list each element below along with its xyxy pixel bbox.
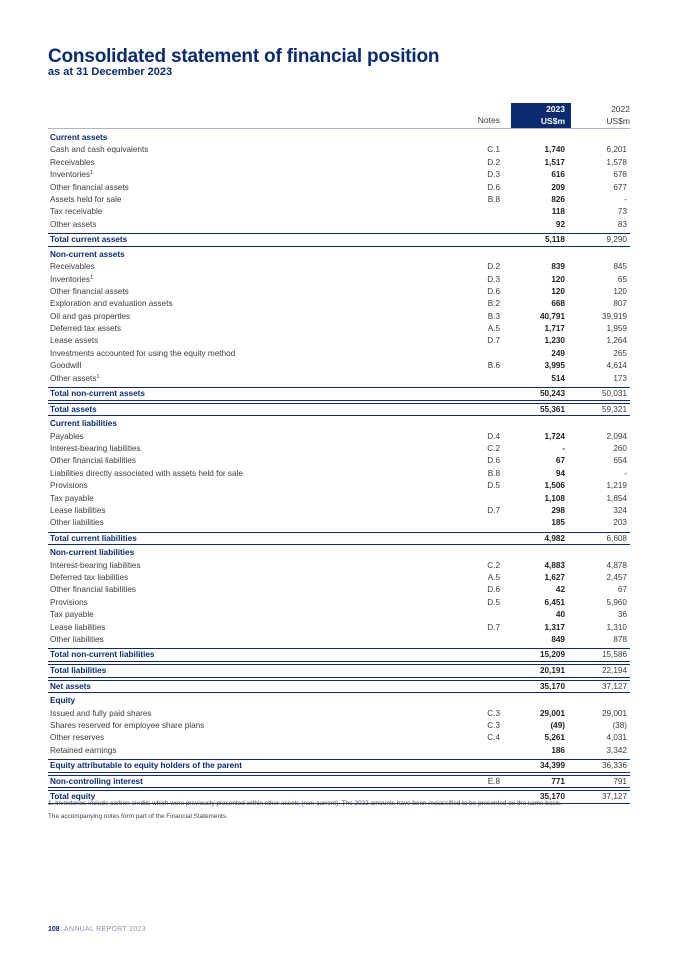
- table-row: [48, 455, 630, 467]
- value-2022: 4,614: [606, 361, 627, 371]
- value-2022: 36,336: [601, 761, 627, 771]
- page-title: Consolidated statement of financial position: [48, 46, 440, 67]
- row-label: [50, 431, 84, 443]
- value-2023: 1,740: [544, 145, 565, 155]
- note-reference: C.2: [487, 443, 500, 453]
- row-label-text: Tax receivable: [50, 207, 103, 217]
- row-label-text: Equity: [50, 696, 76, 706]
- row-label-text: Total equity: [50, 792, 96, 802]
- value-2022: 67: [617, 585, 627, 595]
- row-label: [50, 274, 93, 286]
- row-label: [50, 219, 96, 231]
- note-reference: B.6: [487, 361, 500, 371]
- value-2022: 678: [613, 170, 627, 180]
- row-label: [50, 745, 116, 757]
- value-2022: 260: [613, 443, 627, 453]
- value-2023: 826: [551, 194, 565, 204]
- table-row: [48, 480, 630, 492]
- row-label: [50, 311, 130, 323]
- value-2023: 120: [551, 286, 565, 296]
- note-reference: C.2: [487, 560, 500, 570]
- value-2023: 92: [555, 219, 565, 229]
- section-heading: [50, 418, 117, 430]
- table-row: [48, 443, 630, 455]
- row-label-text: Total non-current liabilities: [50, 650, 155, 660]
- value-2023: 50,243: [539, 389, 565, 399]
- value-2022: 59,321: [601, 404, 627, 414]
- row-label: [50, 388, 145, 401]
- row-label: [50, 505, 106, 517]
- value-2022: 9,290: [606, 235, 627, 245]
- value-2022: 29,001: [601, 708, 627, 718]
- row-label: [50, 634, 104, 646]
- note-reference: D.5: [487, 597, 500, 607]
- note-reference: D.6: [487, 585, 500, 595]
- value-2022: 173: [613, 373, 627, 383]
- row-label: [50, 708, 152, 720]
- row-label: [50, 493, 94, 505]
- row-label-text: Other assets: [50, 373, 97, 383]
- row-label: [50, 584, 136, 596]
- table-row: [48, 505, 630, 517]
- section-heading: [50, 249, 125, 261]
- value-2022: 1,310: [606, 622, 627, 632]
- value-2023: 20,191: [539, 666, 565, 676]
- note-reference: B.2: [487, 299, 500, 309]
- table-row: [48, 323, 630, 335]
- value-2023: 616: [551, 170, 565, 180]
- value-2023: 1,627: [544, 573, 565, 583]
- table-row: [48, 219, 630, 231]
- row-label-text: Provisions: [50, 597, 88, 607]
- row-label: [50, 373, 99, 385]
- value-2023: 298: [551, 505, 565, 515]
- row-label: [50, 182, 129, 194]
- value-2023: 1,108: [544, 493, 565, 503]
- row-label: [50, 597, 88, 609]
- value-2022: 1,219: [606, 481, 627, 491]
- row-label-text: Total current liabilities: [50, 533, 137, 543]
- value-2022: 22,194: [601, 666, 627, 676]
- footnote: 1. Inventories include carbon credits which were previously presented within other assets (non-current). The 2022 amounts have been reclassified to be presented on the same basis.: [48, 800, 562, 807]
- value-2023: (49): [550, 721, 565, 730]
- note-reference: D.7: [487, 505, 500, 515]
- table-row: [48, 732, 630, 744]
- value-2023: 1,506: [544, 481, 565, 491]
- table-row: [48, 584, 630, 596]
- note-reference: D.3: [487, 170, 500, 180]
- note-reference: D.7: [487, 622, 500, 632]
- row-label: [50, 335, 98, 347]
- accompanying-notes-statement: The accompanying notes form part of the Financial Statements.: [48, 813, 228, 820]
- row-label: [50, 443, 141, 455]
- table-row: [48, 572, 630, 584]
- total-row: [48, 648, 630, 662]
- value-2022: 6,201: [606, 145, 627, 155]
- table-row: [48, 144, 630, 156]
- note-reference: D.2: [487, 262, 500, 272]
- row-label: [50, 517, 104, 529]
- total-row: [48, 664, 630, 678]
- value-2023: 839: [551, 262, 565, 272]
- value-2023: 55,361: [539, 404, 565, 414]
- value-2022: 1,959: [606, 324, 627, 334]
- row-label-text: Other financial liabilities: [50, 585, 137, 595]
- table-row: [48, 311, 630, 323]
- prior-year-unit: US$m: [606, 115, 630, 126]
- table-row: [48, 634, 630, 646]
- row-label: [50, 206, 102, 218]
- table-row: [48, 745, 630, 757]
- value-2022: (38): [612, 721, 627, 730]
- value-2022: 654: [613, 456, 627, 466]
- table-row: [48, 493, 630, 505]
- table-row: [48, 622, 630, 634]
- current-year-unit: US$m: [540, 115, 565, 126]
- value-2022: 1,578: [606, 157, 627, 167]
- row-label: [50, 480, 88, 492]
- row-label: [50, 323, 121, 335]
- row-label: [50, 720, 204, 732]
- note-reference: B.8: [487, 468, 500, 478]
- header-rule: [48, 128, 630, 129]
- value-2023: 1,317: [544, 622, 565, 632]
- row-label: [50, 760, 242, 773]
- row-label-text: Payables: [50, 431, 84, 441]
- table-row: [48, 720, 630, 732]
- row-label: [50, 681, 91, 694]
- value-2023: 249: [551, 348, 565, 358]
- row-label-text: Issued and fully paid shares: [50, 708, 152, 718]
- row-label-text: Provisions: [50, 481, 88, 491]
- row-label-text: Non-controlling interest: [50, 776, 143, 786]
- page-number: 108: [48, 926, 60, 933]
- value-2023: 34,399: [539, 761, 565, 771]
- page-subtitle: as at 31 December 2023: [48, 66, 173, 78]
- table-row: [48, 182, 630, 194]
- row-label: [50, 776, 143, 789]
- note-reference: C.3: [487, 721, 500, 730]
- row-label: [50, 533, 137, 546]
- value-2023: 186: [551, 745, 565, 755]
- row-label-text: Current assets: [50, 133, 108, 142]
- note-reference: E.8: [487, 776, 500, 786]
- section-heading-row: [48, 547, 630, 559]
- table-row: [48, 373, 630, 385]
- total-row: [48, 403, 630, 417]
- row-label: [50, 360, 81, 372]
- value-2022: 83: [617, 219, 627, 229]
- value-2023: 849: [551, 635, 565, 645]
- value-2023: 771: [551, 776, 565, 786]
- row-label: [50, 468, 243, 480]
- row-label: [50, 169, 93, 181]
- total-row: [48, 233, 630, 247]
- row-label: [50, 455, 136, 467]
- row-label-text: Inventories: [50, 274, 91, 284]
- note-reference: D.2: [487, 157, 500, 167]
- total-row: [48, 775, 630, 789]
- row-label: [50, 649, 154, 662]
- table-row: [48, 157, 630, 169]
- table-row: [48, 560, 630, 572]
- note-reference: A.5: [487, 324, 500, 334]
- section-heading: [50, 695, 75, 707]
- row-label: [50, 144, 148, 156]
- row-label-text: Tax payable: [50, 610, 94, 620]
- row-label-text: Total non-current assets: [50, 389, 145, 399]
- value-2022: 15,586: [601, 650, 627, 660]
- value-2022: 36: [617, 610, 627, 620]
- value-2022: 203: [613, 518, 627, 528]
- value-2022: 3,342: [606, 745, 627, 755]
- value-2022: 878: [613, 635, 627, 645]
- note-reference: D.6: [487, 456, 500, 466]
- row-label-text: Lease assets: [50, 336, 99, 346]
- row-label-text: Total assets: [50, 404, 97, 414]
- table-row: [48, 194, 630, 206]
- table-row: [48, 468, 630, 480]
- note-reference: D.5: [487, 481, 500, 491]
- note-reference: B.3: [487, 311, 500, 321]
- table-row: [48, 609, 630, 621]
- value-2023: 118: [551, 207, 565, 217]
- value-2023: 35,170: [539, 792, 565, 802]
- row-label: [50, 348, 235, 360]
- value-2022: 120: [613, 286, 627, 296]
- section-heading-row: [48, 695, 630, 707]
- value-2022: 2,094: [606, 431, 627, 441]
- table-row: [48, 169, 630, 181]
- value-2023: 6,451: [544, 597, 565, 607]
- total-row: [48, 387, 630, 401]
- prior-year-column-header: [571, 103, 630, 128]
- row-label-text: Retained earnings: [50, 745, 117, 755]
- financial-position-table: [48, 132, 630, 806]
- note-reference: D.6: [487, 182, 500, 192]
- table-row: [48, 274, 630, 286]
- note-reference: A.5: [487, 573, 500, 583]
- row-label: [50, 622, 106, 634]
- table-row: [48, 348, 630, 360]
- value-2023: 40: [555, 610, 565, 620]
- value-2022: 677: [613, 182, 627, 192]
- row-label: [50, 286, 129, 298]
- row-label-text: Liabilities directly associated with assets held for sale: [50, 468, 243, 478]
- row-label-text: Oil and gas properties: [50, 311, 131, 321]
- row-label-text: Total current assets: [50, 235, 128, 245]
- value-2023: 668: [551, 299, 565, 309]
- value-2023: 40,791: [539, 311, 565, 321]
- row-label: [50, 404, 97, 417]
- value-2023: 514: [551, 373, 565, 383]
- value-2023: 35,170: [539, 681, 565, 691]
- value-2023: 15,209: [539, 650, 565, 660]
- value-2023: 1,230: [544, 336, 565, 346]
- row-label: [50, 560, 141, 572]
- row-label: [50, 665, 106, 678]
- value-2023: 209: [551, 182, 565, 192]
- note-reference: D.4: [487, 431, 500, 441]
- row-label-text: Inventories: [50, 170, 91, 180]
- table-row: [48, 261, 630, 273]
- row-label-text: Interest-bearing liabilities: [50, 443, 141, 453]
- row-label-text: Current liabilities: [50, 419, 117, 429]
- table-row: [48, 286, 630, 298]
- value-2023: -: [562, 443, 565, 453]
- value-2023: 4,982: [544, 533, 565, 543]
- table-row: [48, 206, 630, 218]
- value-2022: 1,854: [606, 493, 627, 503]
- note-reference: D.3: [487, 274, 500, 284]
- row-label-text: Other assets: [50, 219, 97, 229]
- value-2023: 1,724: [544, 431, 565, 441]
- notes-column-header: Notes: [477, 115, 500, 125]
- section-heading-row: [48, 132, 630, 144]
- row-label-text: Interest-bearing liabilities: [50, 560, 141, 570]
- value-2022: 73: [617, 207, 627, 217]
- note-reference: D.7: [487, 336, 500, 346]
- value-2022: 324: [613, 505, 627, 515]
- value-2022: 37,127: [601, 792, 627, 802]
- value-2022: 845: [613, 262, 627, 272]
- value-2023: 120: [551, 274, 565, 284]
- note-reference: C.1: [487, 145, 500, 155]
- value-2022: 50,031: [601, 389, 627, 399]
- row-label: [50, 261, 95, 273]
- row-label: [50, 572, 128, 584]
- prior-year-label: 2022: [611, 104, 630, 114]
- row-label-text: Non-current liabilities: [50, 548, 135, 558]
- row-label-text: Exploration and evaluation assets: [50, 299, 173, 309]
- value-2023: 1,717: [544, 324, 565, 334]
- table-row: [48, 298, 630, 310]
- value-2022: 65: [617, 274, 627, 284]
- row-label-text: Receivables: [50, 157, 95, 167]
- value-2022: 37,127: [601, 681, 627, 691]
- section-heading: [50, 132, 107, 144]
- value-2022: 807: [613, 299, 627, 309]
- row-label: [50, 732, 104, 744]
- note-reference: D.6: [487, 286, 500, 296]
- current-year-label: 2023: [546, 104, 565, 114]
- row-label-text: Total liabilities: [50, 666, 107, 676]
- footnote-marker: 1: [90, 274, 94, 281]
- value-2023: 1,517: [544, 157, 565, 167]
- row-label-text: Other liabilities: [50, 518, 104, 528]
- row-label-text: Lease liabilities: [50, 505, 106, 515]
- row-label-text: Investments accounted for using the equity method: [50, 348, 236, 358]
- table-row: [48, 431, 630, 443]
- table-row: [48, 360, 630, 372]
- value-2022: -: [624, 468, 627, 478]
- value-2022: 5,960: [606, 597, 627, 607]
- note-reference: B.8: [487, 194, 500, 204]
- row-label: [50, 298, 172, 310]
- value-2023: 185: [551, 518, 565, 528]
- row-label-text: Net assets: [50, 681, 91, 691]
- row-label: [50, 609, 94, 621]
- row-label: [50, 194, 121, 206]
- total-row: [48, 680, 630, 694]
- row-label-text: Other reserves: [50, 733, 105, 743]
- footnote-marker: 1: [96, 373, 100, 380]
- value-2022: 1,264: [606, 336, 627, 346]
- row-label-text: Lease liabilities: [50, 622, 106, 632]
- table-row: [48, 335, 630, 347]
- table-row: [48, 597, 630, 609]
- row-label: [50, 157, 95, 169]
- section-heading-row: [48, 418, 630, 430]
- report-name: ANNUAL REPORT 2023: [64, 926, 146, 933]
- current-year-column-header: [511, 103, 571, 128]
- value-2023: 5,118: [544, 235, 565, 245]
- value-2023: 42: [555, 585, 565, 595]
- row-label-text: Tax payable: [50, 493, 94, 503]
- value-2022: 791: [613, 776, 627, 786]
- value-2023: 67: [555, 456, 565, 466]
- row-label-text: Other financial assets: [50, 286, 129, 296]
- value-2022: 39,919: [601, 311, 627, 321]
- value-2022: 2,457: [606, 573, 627, 583]
- table-row: [48, 708, 630, 720]
- row-label-text: Goodwill: [50, 361, 82, 371]
- section-heading-row: [48, 249, 630, 261]
- value-2023: 29,001: [539, 708, 565, 718]
- row-label-text: Deferred tax assets: [50, 324, 121, 334]
- row-label-text: Other liabilities: [50, 635, 104, 645]
- row-label-text: Shares reserved for employee share plans: [50, 721, 205, 730]
- row-label-text: Other financial assets: [50, 182, 129, 192]
- value-2023: 5,261: [544, 733, 565, 743]
- note-reference: C.4: [487, 733, 500, 743]
- row-label-text: Equity attributable to equity holders of the parent: [50, 761, 242, 771]
- value-2022: 6,608: [606, 533, 627, 543]
- value-2022: -: [624, 194, 627, 204]
- value-2023: 94: [555, 468, 565, 478]
- value-2022: 265: [613, 348, 627, 358]
- row-label-text: Deferred tax liabilities: [50, 573, 129, 583]
- table-row: [48, 517, 630, 529]
- footnote-marker: 1: [90, 170, 94, 177]
- total-row: [48, 532, 630, 546]
- row-label-text: Non-current assets: [50, 249, 125, 259]
- row-label: [50, 234, 127, 247]
- value-2023: 3,995: [544, 361, 565, 371]
- value-2022: 4,031: [606, 733, 627, 743]
- value-2022: 4,878: [606, 560, 627, 570]
- row-label-text: Assets held for sale: [50, 194, 122, 204]
- total-row: [48, 759, 630, 773]
- note-reference: C.3: [487, 708, 500, 718]
- value-2023: 4,883: [544, 560, 565, 570]
- row-label-text: Other financial liabilities: [50, 456, 137, 466]
- row-label-text: Receivables: [50, 262, 95, 272]
- section-heading: [50, 547, 134, 559]
- row-label-text: Cash and cash equivalents: [50, 145, 149, 155]
